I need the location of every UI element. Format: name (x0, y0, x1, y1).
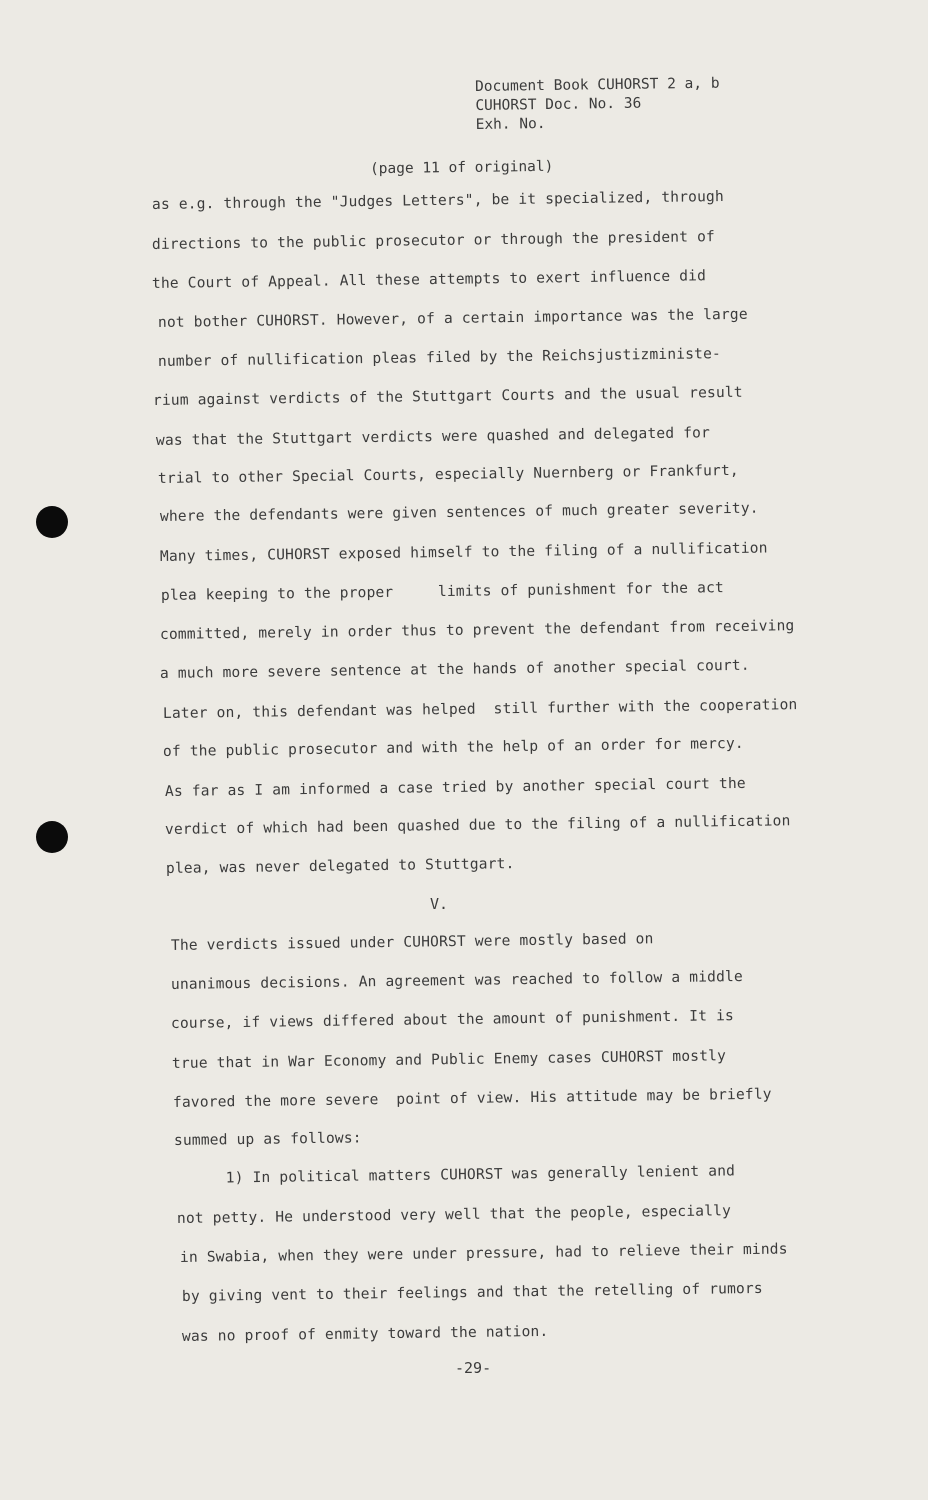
body-line: number of nullification pleas filed by the Reichsjustizministe- (157, 345, 722, 370)
body-line: As far as I am informed a case tried by another special court the (164, 774, 746, 800)
document-header (475, 75, 720, 135)
body-line: a much more severe sentence at the hands of another special court. (159, 656, 750, 682)
body-line: by giving vent to their feelings and that the retelling of rumors (181, 1279, 763, 1305)
body-line: rium against verdicts of the Stuttgart Courts and the usual result (152, 383, 743, 409)
body-line: committed, merely in order thus to prevent the defendant from receiving (159, 617, 795, 643)
body-line: trial to other Special Courts, especially Nuernberg or Frankfurt, (157, 461, 739, 487)
body-line: was that the Stuttgart verdicts were quashed and delegated for (155, 424, 711, 449)
body-line: summed up as follows: (173, 1129, 362, 1149)
page-number: -29- (455, 1359, 492, 1377)
body-line: directions to the public prosecutor or through the president of (151, 228, 716, 253)
body-line: The verdicts issued under CUHORST were mostly based on (170, 930, 654, 954)
body-line: true that in War Economy and Public Enemy cases CUHORST mostly (171, 1047, 727, 1072)
body-line: where the defendants were given sentences of much greater severity. (159, 499, 759, 525)
body-line: verdict of which had been quashed due to the filing of a nullification (164, 812, 791, 838)
punch-hole-bottom (36, 821, 68, 853)
body-line: as e.g. through the "Judges Letters", be it specialized, through (151, 188, 724, 213)
body-line: Many times, CUHORST exposed himself to the filing of a nullification (159, 539, 768, 565)
body-line: plea keeping to the proper limits of punishment for the act (160, 579, 725, 604)
body-line: unanimous decisions. An agreement was reached to follow a middle (170, 968, 743, 993)
body-line: not petty. He understood very well that the people, especially (176, 1202, 732, 1227)
section-number: V. (430, 895, 449, 913)
page-reference: (page 11 of original) (369, 158, 554, 178)
body-line: of the public prosecutor and with the help of an order for mercy. (162, 734, 744, 760)
body-line: not bother CUHORST. However, of a certain importance was the large (157, 305, 748, 331)
body-line: Later on, this defendant was helped still further with the cooperation (162, 696, 798, 722)
body-line: 1) In political matters CUHORST was generally lenient and (189, 1162, 736, 1187)
header-line-book: Document Book CUHORST 2 a, b (475, 75, 720, 95)
body-line: was no proof of enmity toward the nation. (181, 1322, 549, 1345)
body-line: course, if views differed about the amount of punishment. It is (170, 1007, 735, 1032)
body-line: in Swabia, when they were under pressure, had to relieve their minds (179, 1240, 788, 1266)
body-line: the Court of Appeal. All these attempts to exert influence did (151, 267, 707, 292)
header-line-exhibit: Exh. No. (475, 116, 546, 133)
header-line-doc: CUHORST Doc. No. 36 (475, 95, 642, 114)
body-line: favored the more severe point of view. His attitude may be briefly (172, 1085, 772, 1111)
punch-hole-top (36, 506, 68, 538)
body-line: plea, was never delegated to Stuttgart. (165, 855, 515, 877)
